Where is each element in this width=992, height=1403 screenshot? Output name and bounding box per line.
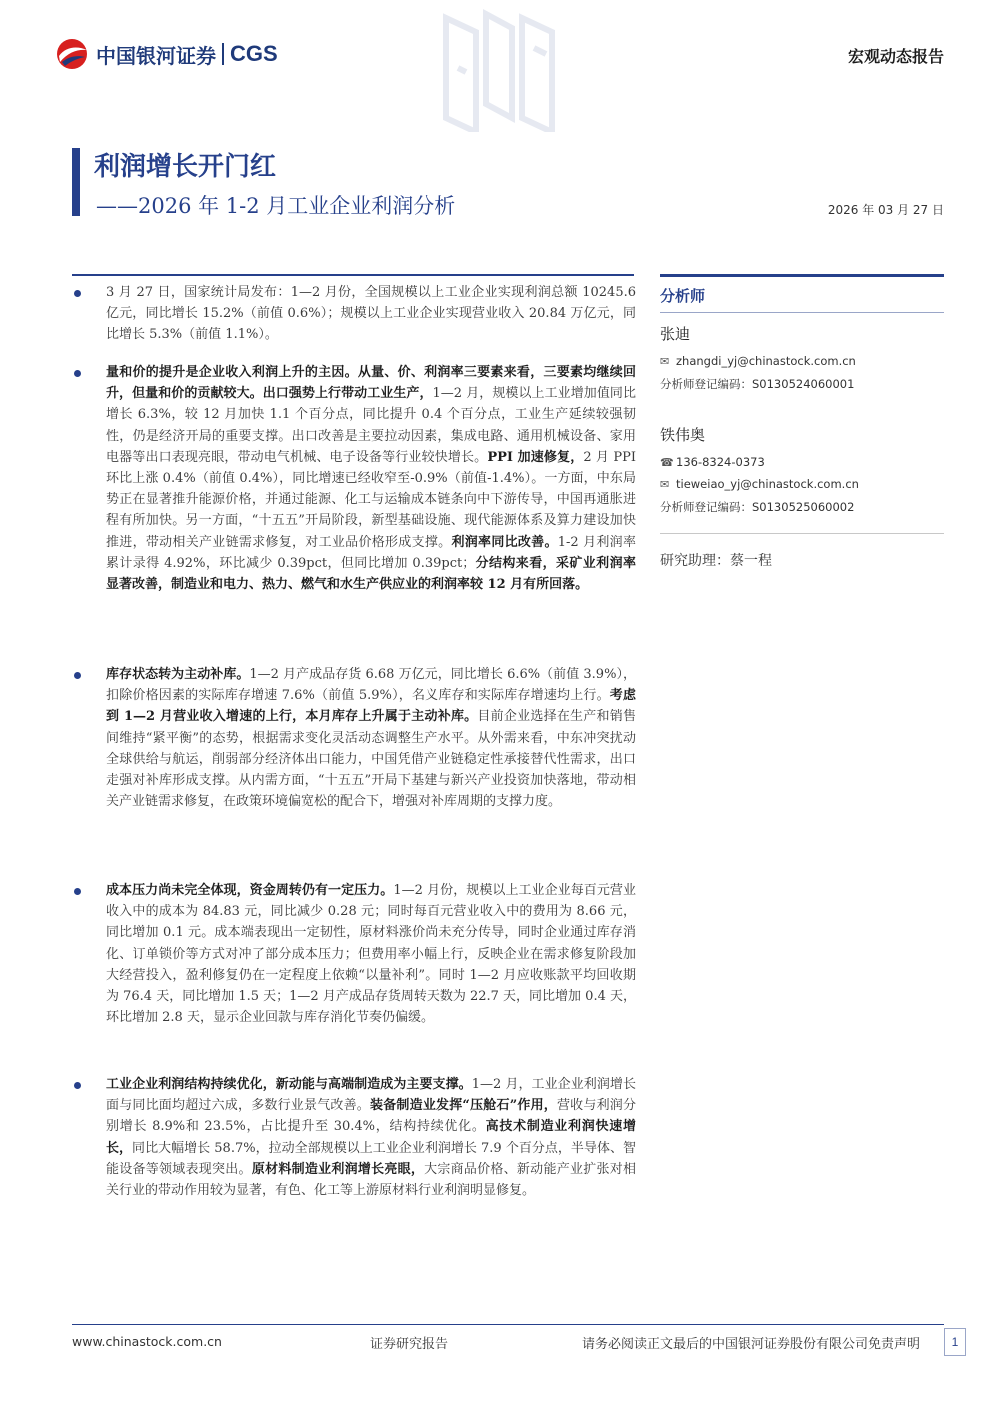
cgs-watermark-icon: [436, 8, 562, 132]
bullet-text: 工业企业利润结构持续优化，新动能与高端制造成为主要支撑。1—2 月，工业企业利润增长面与同比面均超过六成，多数行业景气改善。装备制造业发挥“压舱石”作用，营收与利润分别增长 8.9%和 23.5%，占比提升至 30.4%，结构持续优化。高技术制造业利润快速增长，同比大幅增长 58.7%，拉动全部规模以上工业企业利润增长 7.9 个百分点，半导体、智能设备等领域表现突出。原材料制造业利润增长亮眼，大宗商品价格、新动能产业扩张对相关行业的带动作用较为显著，有色、化工等上游原材料行业利润明显修复。: [106, 1077, 636, 1199]
analyst-name: 张迪: [660, 325, 691, 343]
analyst-heading-rule: [660, 312, 944, 313]
brand-logo: [54, 36, 278, 72]
bullet-text: 库存状态转为主动补库。1—2 月产成品存货 6.68 万亿元，同比增长 6.6%（前值 3.9%），扣除价格因素的实际库存增速 7.6%（前值 5.9%），名义库存和实际库存增速均上行。考虑到 1—2 月营业收入增速的上行，本月库存上升属于主动补库。目前企业选择在生产和销售间维持“紧平衡”的态势，根据需求变化灵活动态调整生产水平。从外需来看，中东冲突扰动全球供给与航运，削弱部分经济体出口能力，中国凭借产业链稳定性承接替代性需求，出口走强对补库形成支撑。从内需方面，“十五五”开局下基建与新兴产业投资加快落地，带动相关产业链需求修复，在政策环境偏宽松的配合下，增强对补库周期的支撑力度。: [106, 667, 636, 810]
report-title: 利润增长开门红: [94, 152, 277, 182]
bullet-text: 量和价的提升是企业收入利润上升的主因。从量、价、利润率三要素来看，三要素均继续回升，但量和价的贡献较大。出口强势上行带动工业生产，1—2 月，规模以上工业增加值同比增长 6.3%，较 12 月加快 1.1 个百分点，同比提升 0.4 个百分点，工业生产延续较强韧性，仍是经济开局的重要支撑。出口改善是主要拉动因素，集成电路、通用机械设备、家用电器等出口表现亮眼，带动电气机械、电子设备等行业较快增长。PPI 加速修复，2 月 PPI 环比上涨 0.4%（前值 0.4%），同比增速已经收窄至-0.9%（前值-1.4%）。一方面，中东局势正在显著推升能源价格，并通过能源、化工与运输成本链条向中下游传导，中国再通胀进程有所加快。另一方面，“十五五”开局阶段，新型基础设施、现代能源体系及算力建设加快推进，带动相关产业链需求修复，对工业品价格形成支撑。利润率同比改善。1-2 月利润率累计录得 4.92%，环比减少 0.39pct，但同比增加 0.39pct；分结构来看，采矿业利润率显著改善，制造业和电力、热力、燃气和水生产供应业的利润率较 12 月有所回落。: [106, 365, 636, 593]
logo-chinese-name: 中国银河证券: [96, 43, 216, 68]
analyst-registration: 分析师登记编码：S0130525060002: [660, 500, 855, 514]
assistant-rule: [660, 533, 944, 534]
bullet-text: 3 月 27 日，国家统计局发布：1—2 月份，全国规模以上工业企业实现利润总额 10245.6 亿元，同比增长 15.2%（前值 0.6%）；规模以上工业企业实现营业收入 20.84 万亿元，同比增长 5.3%（前值 1.1%）。: [106, 285, 636, 343]
report-date: 2026 年 03 月 27 日: [827, 203, 944, 217]
analyst-phone: 136-8324-0373: [676, 455, 765, 469]
bullet-dot-icon: [74, 1082, 81, 1089]
research-assistant: 研究助理：蔡一程: [660, 553, 772, 569]
bullet-dot-icon: [74, 370, 81, 377]
footer-rule: [72, 1324, 944, 1325]
bullet-dot-icon: [74, 290, 81, 297]
footer-report-label: 证券研究报告: [370, 1337, 449, 1352]
galaxy-logo-icon: [54, 36, 90, 72]
report-type-label: 宏观动态报告: [847, 47, 944, 66]
mail-icon: ✉: [660, 477, 670, 491]
analyst-heading: 分析师: [660, 287, 706, 305]
analyst-email[interactable]: zhangdi_yj@chinastock.com.cn: [676, 354, 856, 368]
main-top-rule: [72, 274, 634, 276]
footer-disclaimer: 请务必阅读正文最后的中国银河证券股份有限公司免责声明: [582, 1337, 921, 1352]
analyst-email[interactable]: tieweiao_yj@chinastock.com.cn: [676, 477, 859, 491]
analyst-email-row: [660, 477, 944, 491]
footer-website-link[interactable]: www.chinastock.com.cn: [72, 1334, 222, 1349]
phone-icon: ☎: [660, 455, 674, 469]
title-accent-bar: [72, 148, 80, 216]
analyst-email-row: [660, 354, 944, 368]
analyst-phone-row: [660, 455, 944, 469]
mail-icon: ✉: [660, 354, 670, 368]
analyst-sidebar: [660, 274, 944, 570]
logo-separator: [222, 43, 224, 65]
analyst-registration: 分析师登记编码：S0130524060001: [660, 377, 855, 391]
report-subtitle: ——2026 年 1-2 月工业企业利润分析: [96, 194, 456, 218]
bullet-dot-icon: [74, 888, 81, 895]
logo-english-name: CGS: [230, 41, 278, 66]
analyst-name: 铁伟奥: [660, 426, 706, 444]
page-number: 1: [944, 1328, 966, 1356]
sidebar-top-rule: [660, 274, 944, 277]
bullet-text: 成本压力尚未完全体现，资金周转仍有一定压力。1—2 月份，规模以上工业企业每百元营业收入中的成本为 84.83 元，同比减少 0.28 元；同时每百元营业收入中的费用为 8.66 元，同比增加 0.1 元。成本端表现出一定韧性，原材料涨价尚未充分传导，同时企业通过库存消化、订单锁价等方式对冲了部分成本压力；但费用率小幅上行，反映企业在需求修复阶段加大经营投入，盈利修复仍在一定程度上依赖“以量补利”。同时 1—2 月应收账款平均回收期为 76.4 天，同比增加 1.5 天；1—2 月产成品存货周转天数为 22.7 天，同比增加 0.4 天，环比增加 2.8 天，显示企业回款与库存消化节奏仍偏缓。: [106, 883, 636, 1026]
bullet-dot-icon: [74, 672, 81, 679]
